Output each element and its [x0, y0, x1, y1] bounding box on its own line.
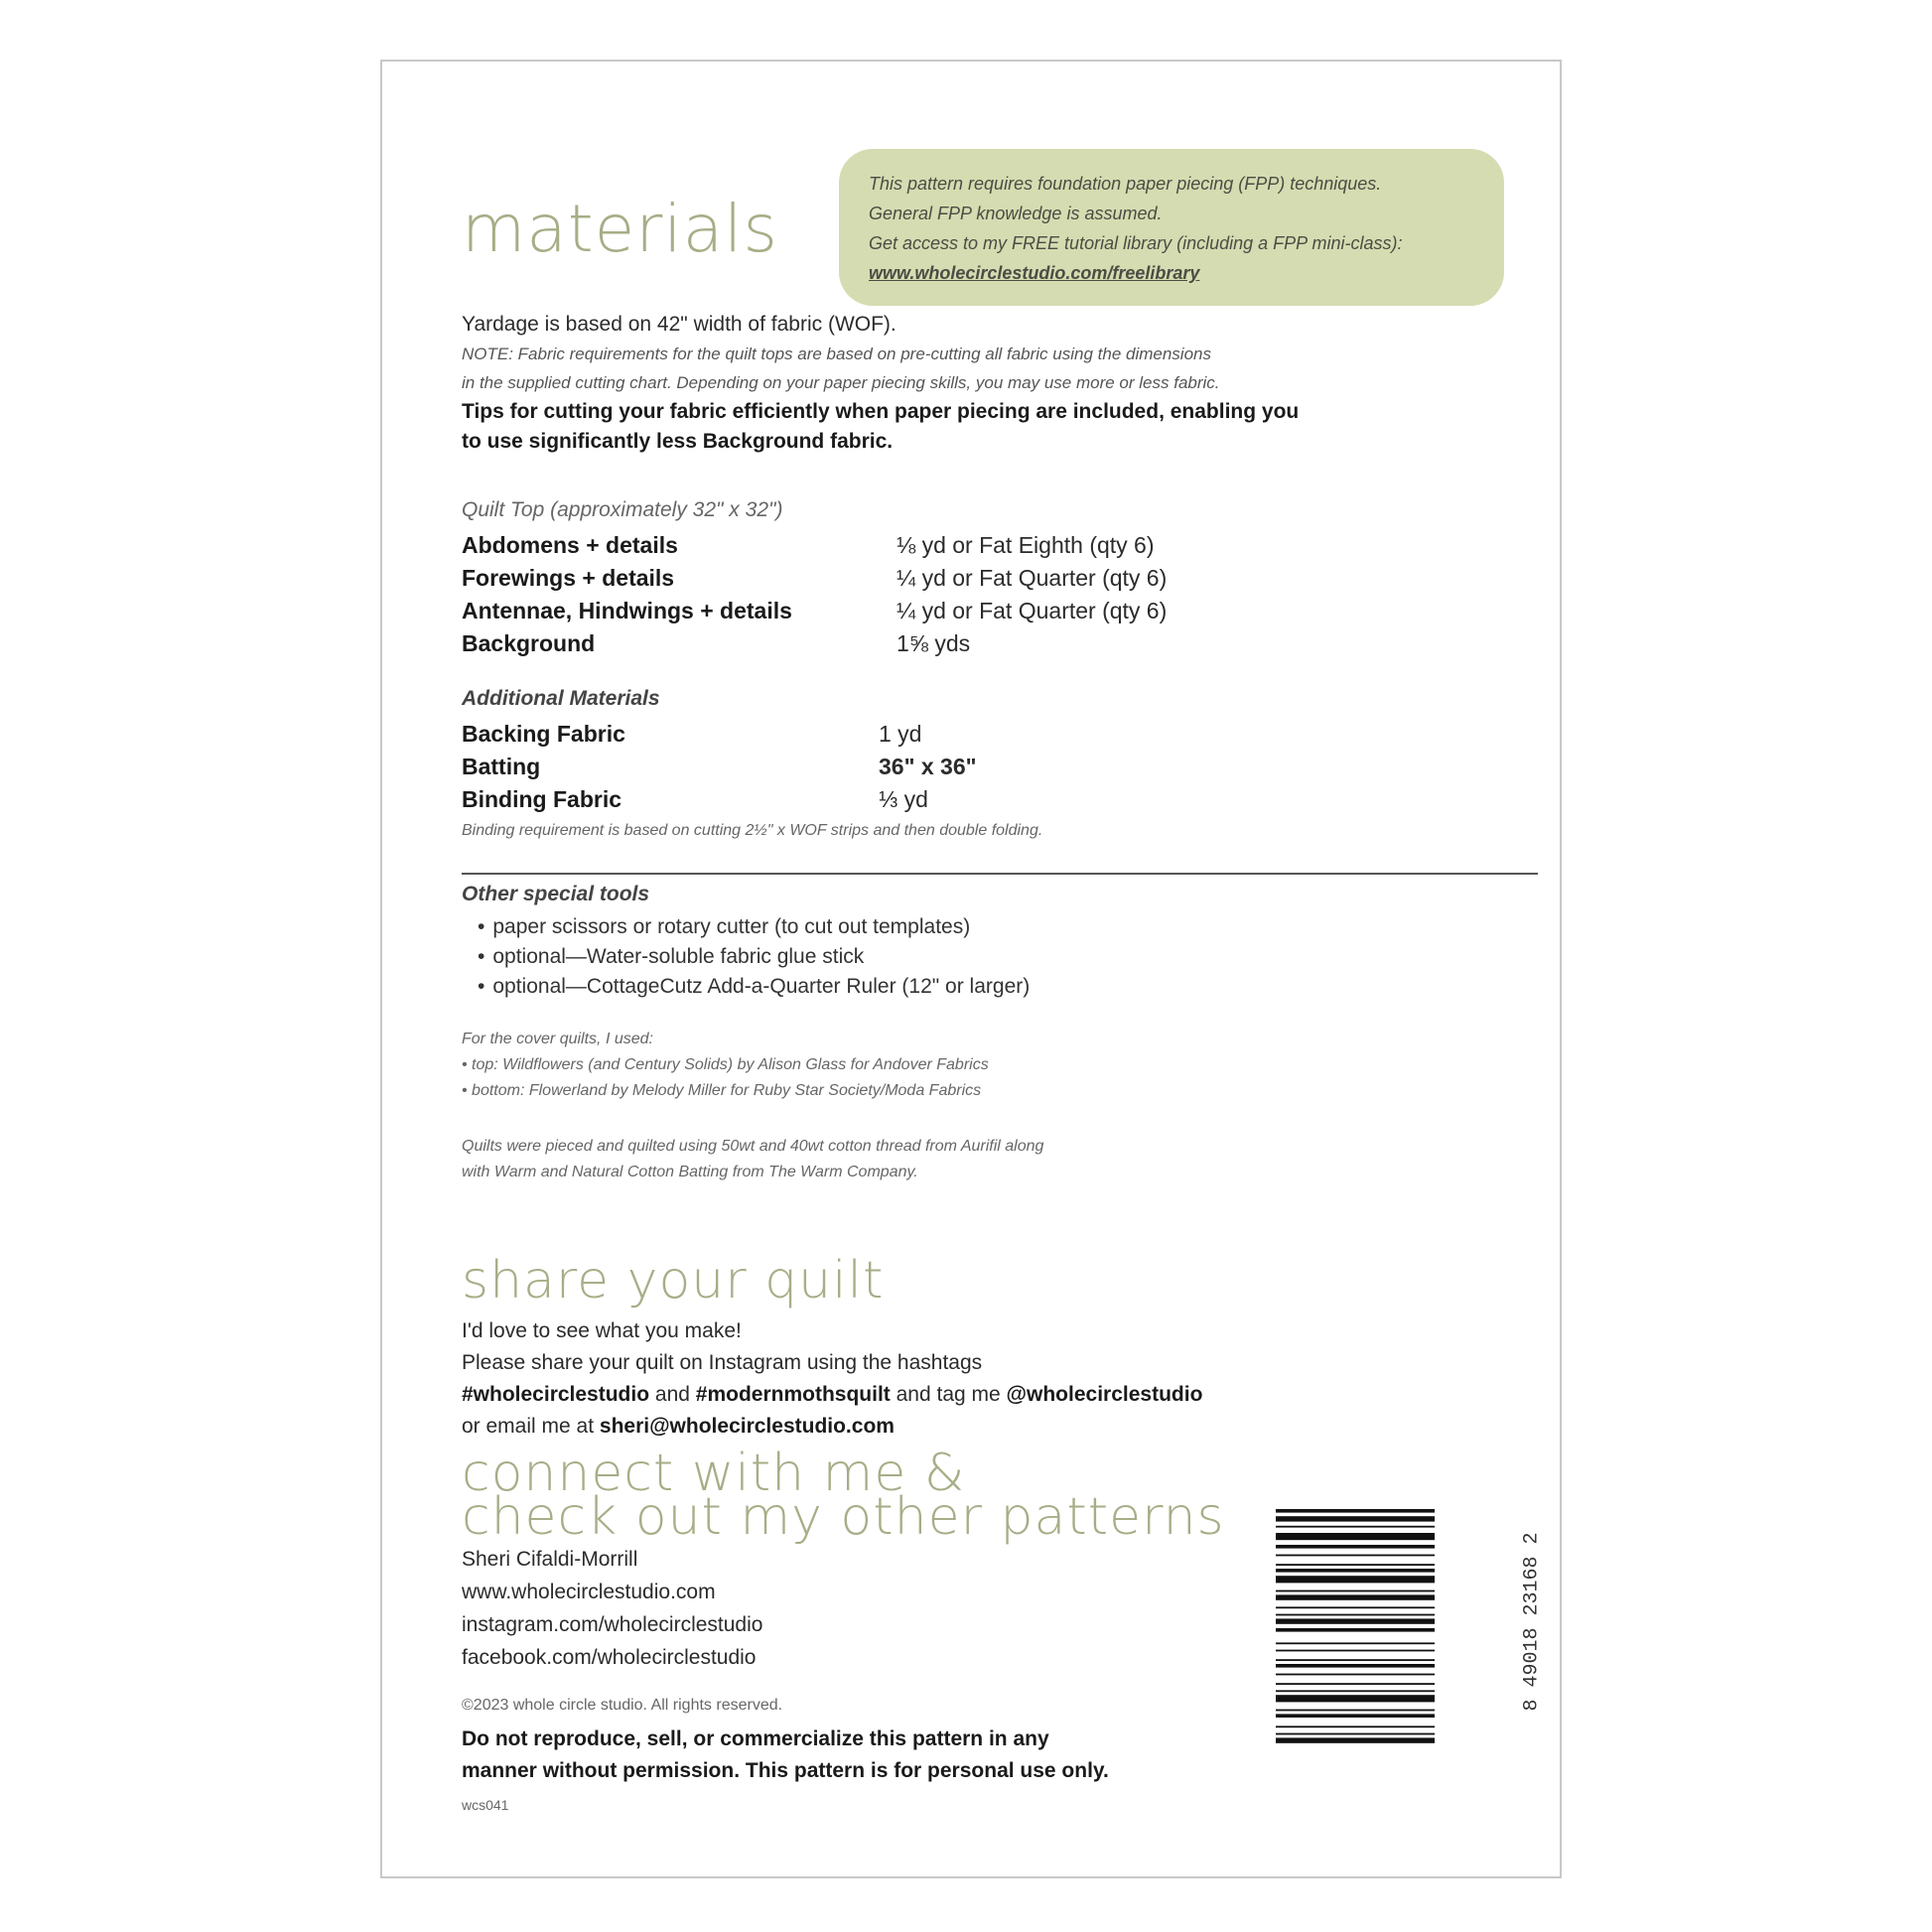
- share-line-2: Please share your quilt on Instagram using the hashtags: [462, 1351, 983, 1374]
- note-line-3: Get access to my FREE tutorial library (including a FPP mini-class):: [869, 233, 1403, 253]
- hashtag-modernmothsquilt[interactable]: #modernmothsquilt: [695, 1383, 891, 1406]
- warning-line-2: manner without permission. This pattern is for personal use only.: [462, 1759, 1109, 1782]
- instagram-link[interactable]: instagram.com/wholecirclestudio: [462, 1613, 763, 1636]
- connect-heading: [462, 1444, 1225, 1547]
- material-item: Backing Fabric: [462, 721, 625, 747]
- materials-heading: materials: [462, 191, 778, 267]
- list-item: • paper scissors or rotary cutter (to cut out templates): [478, 912, 1030, 942]
- materials-row: [462, 717, 922, 751]
- tools-list: [478, 912, 1030, 1002]
- material-amount: ¼ yd or Fat Quarter (qty 6): [897, 565, 1168, 591]
- list-item: • optional—Water-soluble fabric glue stick: [478, 942, 1030, 972]
- materials-row: [462, 594, 1168, 627]
- list-item: • optional—CottageCutz Add-a-Quarter Ruler (12" or larger): [478, 972, 1030, 1002]
- cover-quilts-intro: For the cover quilts, I used:: [462, 1031, 653, 1047]
- material-amount: 1 yd: [879, 721, 922, 747]
- tag-text: and tag me: [890, 1383, 1007, 1406]
- materials-row: [462, 561, 1168, 595]
- material-item: Batting: [462, 754, 541, 779]
- material-amount: 1⅝ yds: [897, 630, 971, 656]
- material-item: Antennae, Hindwings + details: [462, 598, 792, 623]
- warning-line-1: Do not reproduce, sell, or commercialize this pattern in any: [462, 1727, 1049, 1750]
- material-item: Forewings + details: [462, 565, 675, 591]
- material-amount: ¼ yd or Fat Quarter (qty 6): [897, 598, 1168, 623]
- material-amount: 36" x 36": [879, 754, 977, 779]
- facebook-link[interactable]: facebook.com/wholecirclestudio: [462, 1646, 757, 1669]
- pattern-code: wcs041: [462, 1797, 509, 1813]
- fabric-note-line-2: in the supplied cutting chart. Depending on your paper piecing skills, you may use more or less fabric.: [462, 373, 1220, 392]
- materials-row: [462, 750, 977, 783]
- tips-line-1: Tips for cutting your fabric efficiently when paper piecing are included, enabling you: [462, 400, 1300, 423]
- materials-row: [462, 626, 971, 660]
- barcode-digits: 8 49018 23168 2: [1520, 1532, 1544, 1712]
- thread-note-1: Quilts were pieced and quilted using 50wt and 40wt cotton thread from Aurifil along: [462, 1138, 1044, 1155]
- and-text: and: [649, 1383, 696, 1406]
- quilt-top-label: Quilt Top (approximately 32" x 32"): [462, 498, 783, 521]
- share-heading: share your quilt: [462, 1251, 885, 1311]
- material-item: Abdomens + details: [462, 532, 678, 558]
- yardage-text: Yardage is based on 42" width of fabric (WOF).: [462, 313, 897, 336]
- website-link[interactable]: www.wholecirclestudio.com: [462, 1581, 716, 1603]
- thread-note-2: with Warm and Natural Cotton Batting from The Warm Company.: [462, 1164, 918, 1180]
- share-line-1: I'd love to see what you make!: [462, 1319, 742, 1342]
- material-amount: ⅓ yd: [879, 786, 928, 812]
- section-divider: [462, 873, 1538, 875]
- email-line: [462, 1412, 895, 1442]
- additional-materials-label: Additional Materials: [462, 687, 660, 710]
- material-amount: ⅛ yd or Fat Eighth (qty 6): [897, 532, 1155, 558]
- email-prefix: or email me at: [462, 1415, 600, 1438]
- free-library-link[interactable]: www.wholecirclestudio.com/freelibrary: [869, 263, 1200, 283]
- fpp-note-box: [839, 149, 1504, 306]
- designer-name: Sheri Cifaldi-Morrill: [462, 1548, 638, 1571]
- share-hashtags-line: [462, 1380, 1202, 1410]
- materials-row: [462, 782, 928, 816]
- instagram-handle[interactable]: @wholecirclestudio: [1006, 1383, 1203, 1406]
- hashtag-wholecirclestudio[interactable]: #wholecirclestudio: [462, 1383, 650, 1406]
- other-tools-label: Other special tools: [462, 883, 650, 905]
- material-item: Background: [462, 630, 596, 656]
- tips-line-2: to use significantly less Background fabric.: [462, 430, 894, 453]
- cover-quilt-bottom: • bottom: Flowerland by Melody Miller for Ruby Star Society/Moda Fabrics: [462, 1082, 982, 1099]
- materials-row: [462, 528, 1155, 562]
- note-line-2: General FPP knowledge is assumed.: [869, 204, 1163, 223]
- connect-heading-line-2: check out my other patterns: [462, 1487, 1225, 1547]
- pattern-back-page: [380, 60, 1562, 1878]
- material-item: Binding Fabric: [462, 786, 621, 812]
- email-link[interactable]: sheri@wholecirclestudio.com: [599, 1415, 895, 1438]
- note-line-1: This pattern requires foundation paper piecing (FPP) techniques.: [869, 174, 1382, 194]
- fabric-note-line-1: NOTE: Fabric requirements for the quilt tops are based on pre-cutting all fabric using the dimensions: [462, 345, 1211, 363]
- binding-note: Binding requirement is based on cutting 2½" x WOF strips and then double folding.: [462, 822, 1043, 839]
- barcode-image: [1276, 1509, 1474, 1787]
- copyright: ©2023 whole circle studio. All rights reserved.: [462, 1697, 783, 1714]
- connect-heading-line-1: connect with me &: [462, 1444, 966, 1503]
- cover-quilt-top: • top: Wildflowers (and Century Solids) by Alison Glass for Andover Fabrics: [462, 1056, 989, 1073]
